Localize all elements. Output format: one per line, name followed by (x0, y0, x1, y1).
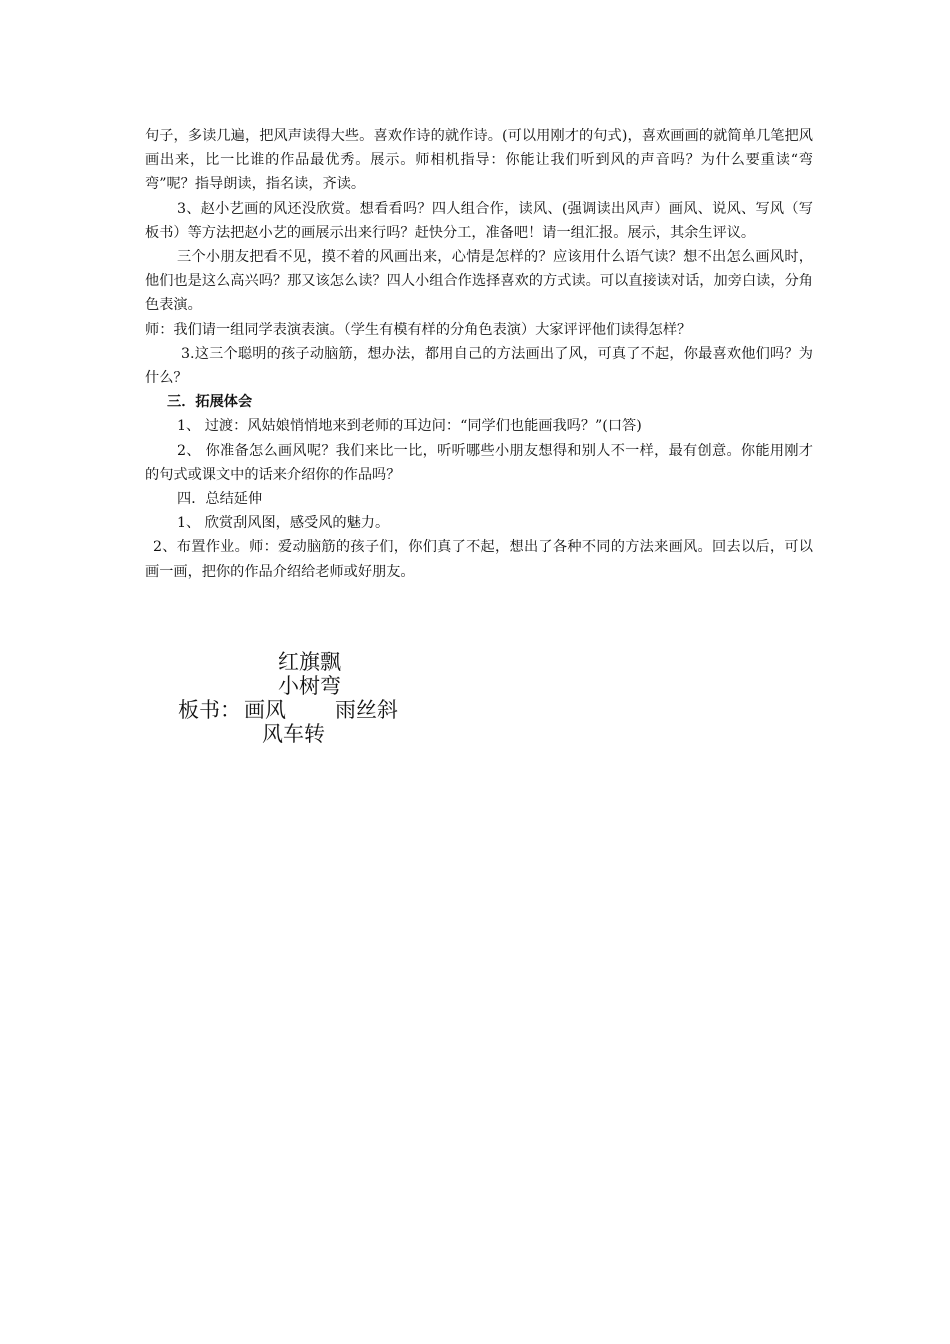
board-bottom: 风车转 (262, 722, 325, 746)
paragraph: 师：我们请一组同学表演表演。（学生有模有样的分角色表演）大家评评他们读得怎样？ (145, 321, 692, 338)
board-label: 板书： (178, 698, 241, 722)
section-heading: 四．总结延伸 (177, 491, 263, 508)
board-center: 画风 (244, 698, 286, 722)
board-top1: 红旗飘 (278, 650, 341, 674)
paragraph: 2、 你准备怎么画风呢？我们来比一比，听听哪些小朋友想得和别人不一样，最有创意。你能用刚才的句式或课文中的话来介绍你的作品吗？ (145, 442, 813, 483)
paragraph: 句子，多读几遍，把风声读得大些。喜欢作诗的就作诗。(可以用刚才的句式)，喜欢画画的就简单几笔把风画出来，比一比谁的作品最优秀。展示。师相机指导：你能让我们听到风的声音吗？为什么要重读“弯弯”呢？指导朗读，指名读，齐读。 (145, 128, 813, 193)
section-heading: 三．拓展体会 (167, 394, 253, 411)
paragraph: 三个小朋友把看不见，摸不着的风画出来，心情是怎样的？应该用什么语气读？想不出怎么画风时，他们也是这么高兴吗？那又该怎么读？四人小组合作选择喜欢的方式读。可以直接读对话，加旁白读，分角色表演。 (145, 249, 813, 314)
paragraph: 1、 欣赏刮风图，感受风的魅力。 (177, 515, 390, 532)
board-top2: 小树弯 (278, 674, 341, 698)
board-right: 雨丝斜 (335, 698, 398, 722)
paragraph: 1、 过渡：风姑娘悄悄地来到老师的耳边问：“同学们也能画我吗？”(口答) (177, 418, 642, 435)
paragraph: 3、赵小艺画的风还没欣赏。想看看吗？四人组合作，读风、(强调读出风声）画风、说风、写风（写板书）等方法把赵小艺的画展示出来行吗？赶快分工，准备吧！请一组汇报。展示，其余生评议。 (145, 200, 813, 241)
paragraph: 2、布置作业。师：爱动脑筋的孩子们，你们真了不起，想出了各种不同的方法来画风。回去以后，可以画一画，把你的作品介绍给老师或好朋友。 (145, 539, 813, 580)
paragraph: 3.这三个聪明的孩子动脑筋，想办法，都用自己的方法画出了风，可真了不起，你最喜欢他们吗？为什么？ (145, 345, 813, 387)
